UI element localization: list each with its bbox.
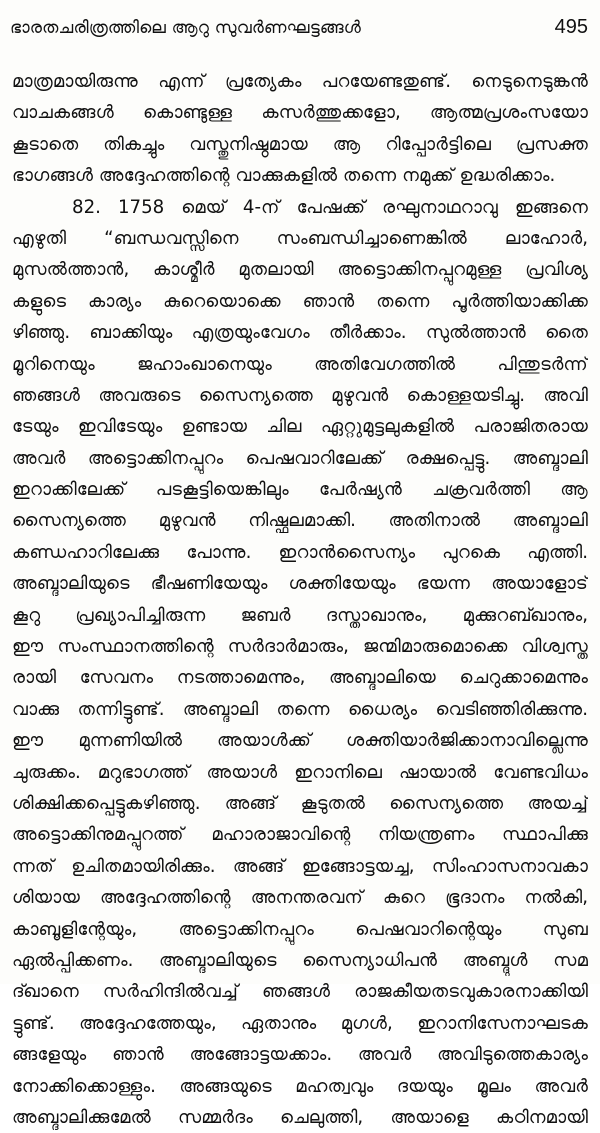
text-line: ഏൽപ്പിക്കണം. അബ്ദാലിയുടെ സൈന്യാധിപൻ അബ്ദുൾ സമ bbox=[12, 949, 588, 971]
text-line: ചുരുക്കം. മറുഭാഗത്ത് അയാൾ ഇറാനിലെ ഷായാൽ വേണ്ടവിധം bbox=[12, 761, 588, 783]
text-line: നോക്കിക്കൊള്ളും. അങ്ങയുടെ മഹത്വവും ദയയും മൂലം അവർ bbox=[12, 1075, 588, 1097]
text-line: അബ്ദാലിയുടെ ഭീഷണിയേയും ശക്തിയേയും ഭയന്ന അയാളോട് bbox=[12, 573, 588, 595]
text-line: അവർ അട്ടൊക്കിനപ്പുറം പെഷവാറിലേക്ക് രക്ഷപ്പെട്ടു. അബ്ദാലി bbox=[12, 447, 588, 469]
running-head bbox=[10, 14, 588, 44]
text-line: വാക്കു തന്നിട്ടുണ്ട്. അബ്ദാലി തന്നെ ധൈര്യം വെടിഞ്ഞിരിക്കുന്നു. bbox=[12, 698, 588, 720]
text-line: കാബൂളിന്റേയും, അട്ടൊക്കിനപ്പുറം പെഷവാറിന്റെയും സുബ bbox=[12, 918, 588, 940]
text-line: മൂറിനെയും ജഹാംഖാനെയും അതിവേഗത്തിൽ പിന്തുടർന്ന് bbox=[12, 353, 588, 375]
text-line: ശിക്ഷിക്കപ്പെട്ടുകഴിഞ്ഞു. അങ്ങ് കൂടുതൽ സൈന്യത്തെ അയച്ച് bbox=[12, 792, 588, 814]
text-line: ഈ മുന്നണിയിൽ അയാൾക്ക് ശക്തിയാർജിക്കാനാവില്ലെന്നു bbox=[12, 730, 588, 752]
running-title: ഭാരതചരിത്രത്തിലെ ആറു സുവർണഘട്ടങ്ങൾ bbox=[10, 18, 362, 38]
text-line: ട്ടുണ്ട്. അദ്ദേഹത്തേയും, ഏതാനും മുഗൾ, ഇറാനിസേനാഘടക bbox=[12, 1012, 588, 1034]
text-line: ങ്ങളേയും ഞാൻ അങ്ങോട്ടയക്കാം. അവർ അവിടുത്തെകാര്യം bbox=[12, 1044, 588, 1066]
text-line: അട്ടൊക്കിനുമപ്പുറത്ത് മഹാരാജാവിന്റെ നിയന്ത്രണം സ്ഥാപിക്കു bbox=[12, 824, 588, 846]
text-line: മുസൽത്താൻ, കാശ്മീർ മുതലായി അട്ടൊക്കിനപ്പുറമുള്ള പ്രവിശ്യ bbox=[12, 259, 588, 281]
text-line: ദ്ഖാനെ സർഹിന്ദിൽവച്ച് ഞങ്ങൾ രാജകീയതടവുകാരനാക്കിയി bbox=[12, 981, 588, 1003]
text-line: 82. 1758 മെയ് 4-ന് പേഷക്ക് രഘുനാഥറാവു ഇങ്ങനെ bbox=[72, 196, 588, 218]
text-line: വാചകങ്ങൾ കൊണ്ടുള്ള കസർത്തുക്കളോ, ആത്മപ്രശംസയോ bbox=[12, 102, 588, 124]
text-line: ഴിഞ്ഞു. ബാക്കിയും എത്രയുംവേഗം തീർക്കാം. സുൽത്താൻ തൈ bbox=[12, 322, 588, 344]
text-line: ശിയായ അദ്ദേഹത്തിന്റെ അനന്തരവന് കുറെ ഭൂദാനം നൽകി, bbox=[12, 887, 588, 909]
text-line: കളുടെ കാര്യം കുറെയൊക്കെ ഞാൻ തന്നെ പൂർത്തിയാക്കിക്ക bbox=[12, 290, 588, 312]
text-line: ഭാഗങ്ങൾ അദ്ദേഹത്തിന്റെ വാക്കുകളിൽ തന്നെ നമുക്ക് ഉദ്ധരിക്കാം. bbox=[12, 165, 556, 187]
text-line: അബ്ദാലിക്കുമേൽ സമ്മർദം ചെലുത്തി, അയാളെ കഠിനമായി bbox=[12, 1106, 588, 1128]
text-line: ഈ സംസ്ഥാനത്തിന്റെ സർദാർമാരും, ജന്മിമാരുമൊക്കെ വിശ്വസ്ത bbox=[12, 636, 588, 658]
text-line: കൂടാതെ തികച്ചും വസ്തുനിഷ്ഠമായ ആ റിപ്പോർട്ടിലെ പ്രസക്ത bbox=[12, 133, 588, 155]
body-text bbox=[12, 66, 588, 1133]
text-line: ഇറാക്കിലേക്ക് പടകൂട്ടിയെങ്കിലും പേർഷ്യൻ ചക്രവർത്തി ആ bbox=[12, 479, 588, 501]
text-line: കൂറു പ്രഖ്യാപിച്ചിരുന്ന ജബർ ദസ്താഖാനും, മുക്കുറബ്ഖാനും, bbox=[12, 604, 588, 626]
text-line: എഴുതി “ബന്ധവസ്സിനെ സംബന്ധിച്ചാണെങ്കിൽ ലാഹോർ, bbox=[12, 227, 588, 249]
text-line: ഞങ്ങൾ അവരുടെ സൈന്യത്തെ മുഴുവൻ കൊള്ളയടിച്ചു. അവി bbox=[12, 384, 588, 406]
text-line: സൈന്യത്തെ മുഴുവൻ നിഷ്ഫലമാക്കി. അതിനാൽ അബ്ദാലി bbox=[12, 510, 588, 532]
text-line: ടേയും ഇവിടേയും ഉണ്ടായ ചില ഏറ്റുമുട്ടലുകളിൽ പരാജിതരായ bbox=[12, 416, 588, 438]
text-line: കണ്ഡഹാറിലേക്കു പോന്നു. ഇറാൻസൈന്യം പുറകെ എത്തി. bbox=[12, 541, 588, 563]
page-number: 495 bbox=[554, 16, 588, 38]
text-line: ന്നത് ഉചിതമായിരിക്കും. അങ്ങ് ഇങ്ങോട്ടയച്ച, സിംഹാസനാവകാ bbox=[12, 855, 588, 877]
text-line: മാത്രമായിരുന്നു എന്ന് പ്രത്യേകം പറയേണ്ടതുണ്ട്. നെടുനെടുങ്കൻ bbox=[12, 71, 588, 92]
text-line: രായി സേവനം നടത്താമെന്നും, അബ്ദാലിയെ ചെറുക്കാമെന്നും bbox=[12, 667, 588, 689]
